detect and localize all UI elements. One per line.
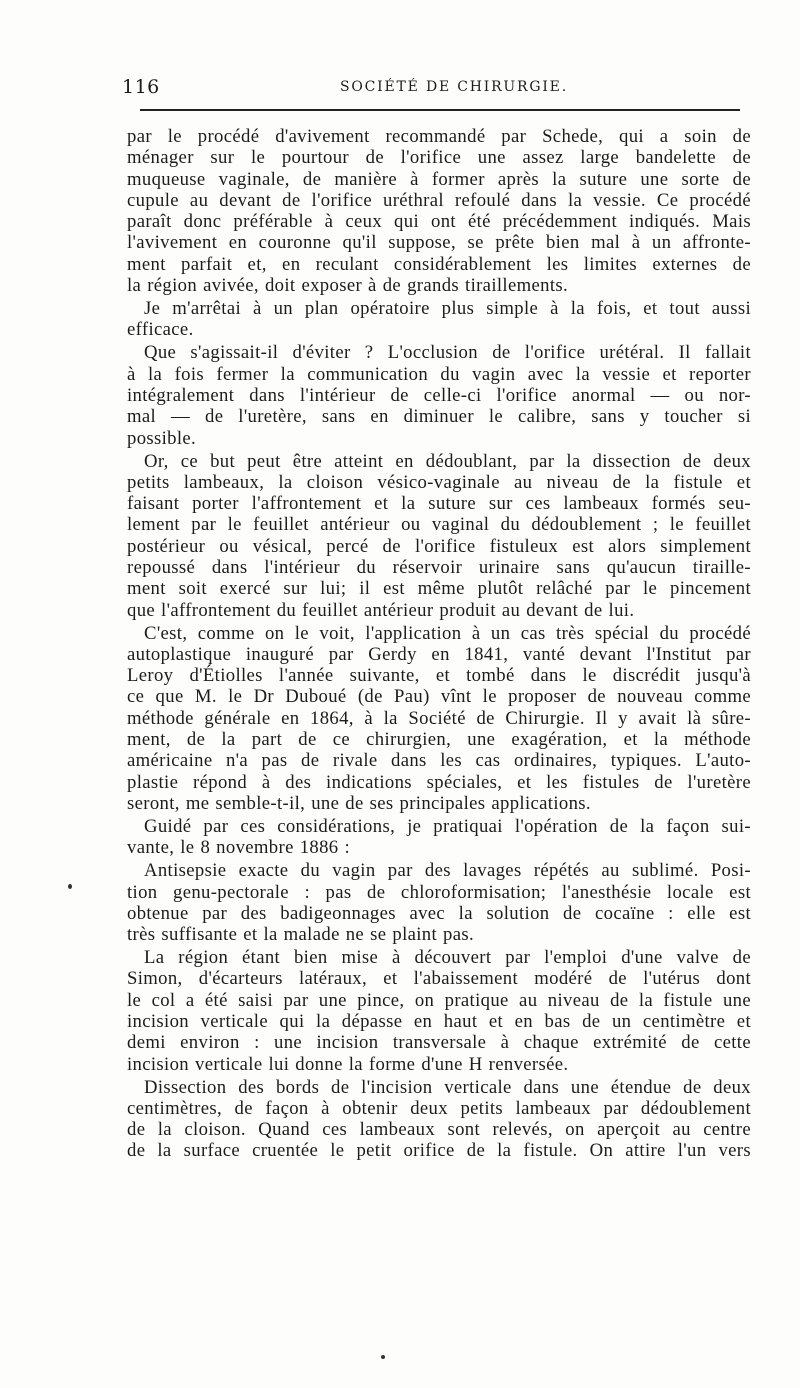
text-line: Guidé par ces considérations, je pratiquai l'opération de la façon sui- (144, 815, 751, 837)
text-line: efficace. (127, 319, 194, 341)
text-line: muqueuse vaginale, de manière à former après la suture une sorte de (127, 168, 751, 190)
text-line: centimètres, de façon à obtenir deux petits lambeaux par dédoublement (127, 1097, 751, 1119)
text-line: Or, ce but peut être atteint en dédoublant, par la dissection de deux (144, 450, 751, 472)
paragraph (127, 816, 751, 859)
text-line: La région étant bien mise à découvert par l'emploi d'une valve de (144, 947, 751, 969)
paragraph (127, 623, 751, 815)
text-line: intégralement dans l'intérieur de celle-ci l'orifice anormal — ou nor- (127, 384, 751, 406)
print-speck (381, 1355, 385, 1359)
text-line: Simon, d'écarteurs latéraux, et l'abaissement modéré de l'utérus dont (127, 968, 751, 990)
text-line: Antisepsie exacte du vagin par des lavages répétés au sublimé. Posi- (144, 860, 751, 882)
paragraph (127, 451, 751, 621)
paragraph (127, 1077, 751, 1162)
text-line: lement par le feuillet antérieur ou vaginal du dédoublement ; le feuillet (127, 514, 751, 536)
page-header (122, 72, 742, 102)
text-line: incision verticale lui donne la forme d'une H renversée. (127, 1053, 569, 1075)
text-line: Dissection des bords de l'incision verticale dans une étendue de deux (144, 1076, 751, 1098)
text-line: par le procédé d'avivement recommandé par Schede, qui a soin de (127, 126, 751, 147)
text-line: américaine n'a pas de rivale dans les cas ordinaires, typiques. L'auto- (127, 750, 751, 772)
text-line: de la cloison. Quand ces lambeaux sont relevés, on aperçoit au centre (127, 1119, 751, 1141)
print-speck (68, 884, 72, 889)
text-line: postérieur ou vésical, percé de l'orifice fistuleux est alors simplement (127, 535, 751, 557)
text-line: que l'affrontement du feuillet antérieur produit au devant de lui. (127, 599, 635, 621)
paragraph (127, 298, 751, 341)
text-line: obtenue par des badigeonnages avec la solution de cocaïne : elle est (127, 902, 751, 924)
text-line: Leroy d'Étiolles l'année suivante, et tombé dans le discrédit jusqu'à (127, 665, 751, 687)
text-line: très suffisante et la malade ne se plaint pas. (127, 924, 475, 946)
text-line: l'avivement en couronne qu'il suppose, se prête bien mal à un affronte- (127, 232, 751, 254)
running-head: SOCIÉTÉ DE CHIRURGIE. (340, 79, 568, 95)
text-line: de la surface cruentée le petit orifice de la fistule. On attire l'un vers (127, 1140, 751, 1162)
text-line: paraît donc préférable à ceux qui ont été précédemment indiqués. Mais (127, 211, 751, 233)
text-line: Que s'agissait-il d'éviter ? L'occlusion de l'orifice urétéral. Il fallait (144, 342, 751, 364)
paragraph (127, 947, 751, 1075)
text-line: méthode générale en 1864, à la Société de Chirurgie. Il y avait là sûre- (127, 707, 751, 729)
text-line: demi environ : une incision transversale à chaque extrémité de cette (127, 1032, 751, 1054)
text-line: ment, de la part de ce chirurgien, une exagération, et la méthode (127, 729, 751, 751)
paragraph (127, 860, 751, 945)
text-line: cupule au devant de l'orifice uréthral refoulé dans la vessie. Ce procédé (127, 189, 751, 211)
page-number: 116 (122, 76, 160, 98)
text-line: C'est, comme on le voit, l'application à un cas très spécial du procédé (144, 622, 751, 644)
text-line: mal — de l'uretère, sans en diminuer le calibre, sans y toucher si (127, 406, 751, 428)
text-line: ment parfait et, en reculant considérablement les limites externes de (127, 253, 751, 275)
text-line: petits lambeaux, la cloison vésico-vaginale au niveau de la fistule et (127, 471, 751, 493)
text-line: Je m'arrêtai à un plan opératoire plus simple à la fois, et tout aussi (144, 298, 751, 320)
text-line: ménager sur le pourtour de l'orifice une assez large bandelette de (127, 147, 751, 169)
header-rule (140, 109, 740, 111)
text-line: ce que M. le Dr Duboué (de Pau) vînt le proposer de nouveau comme (127, 686, 751, 708)
text-line: repoussé dans l'intérieur du réservoir urinaire sans qu'aucun tiraille- (127, 557, 751, 578)
text-line: la région avivée, doit exposer à de grands tiraillements. (127, 275, 569, 297)
text-line: vante, le 8 novembre 1886 : (127, 837, 351, 859)
text-line: le col a été saisi par une pince, on pratique au niveau de la fistule une (127, 989, 751, 1011)
paragraph (127, 126, 751, 296)
text-line: seront, me semble-t-il, une de ses principales applications. (127, 792, 591, 814)
text-line: possible. (127, 427, 197, 449)
text-line: faisant porter l'affrontement et la suture sur ces lambeaux formés seu- (127, 493, 751, 515)
text-line: à la fois fermer la communication du vagin avec la vessie et reporter (127, 363, 751, 385)
paragraph (127, 342, 751, 448)
text-line: incision verticale qui la dépasse en haut et en bas de un centimètre et (127, 1010, 751, 1032)
text-line: ment soit exercé sur lui; il est même plutôt relâché par le pincement (127, 578, 751, 600)
text-line: plastie répond à des indications spéciales, et les fistules de l'uretère (127, 771, 751, 793)
body-text (127, 126, 751, 1163)
text-line: autoplastique inauguré par Gerdy en 1841, vanté devant l'Institut par (127, 643, 751, 665)
text-line: tion genu-pectorale : pas de chloroformisation; l'anesthésie locale est (127, 881, 751, 903)
